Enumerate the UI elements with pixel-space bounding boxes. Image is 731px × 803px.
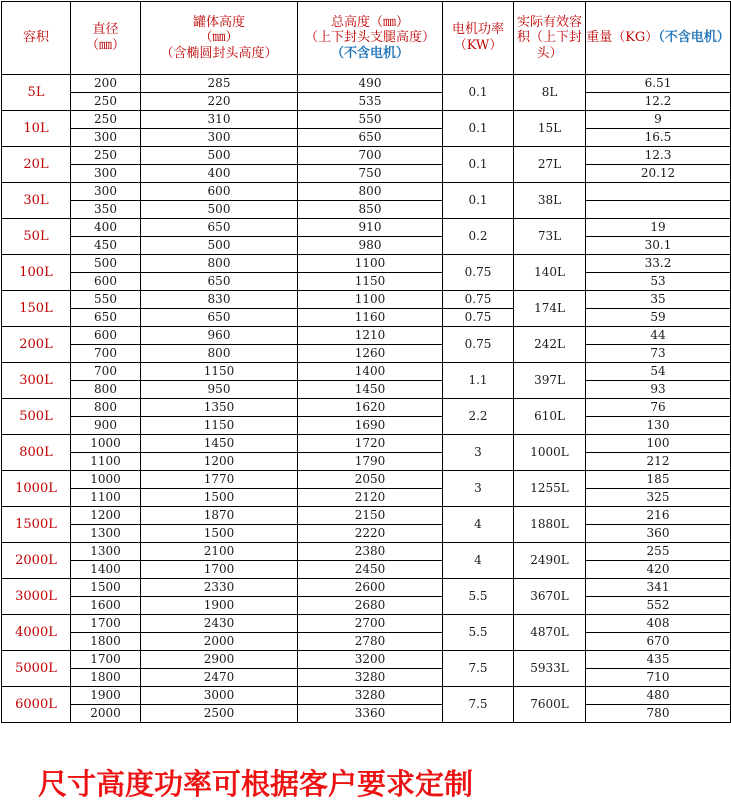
table-row — [2, 471, 731, 489]
table-row — [2, 345, 731, 363]
table-row — [2, 273, 731, 291]
effective-volume-cell: 7600L — [514, 687, 586, 723]
weight-cell: 710 — [586, 669, 731, 687]
tank-height-cell: 2430 — [141, 615, 298, 633]
table-row — [2, 561, 731, 579]
table-row — [2, 705, 731, 723]
tank-height-cell: 650 — [141, 309, 298, 327]
diameter-cell: 700 — [71, 345, 141, 363]
capacity-cell: 100L — [2, 255, 71, 291]
header-tank-height-unit: （㎜） — [199, 30, 239, 46]
diameter-cell: 1000 — [71, 471, 141, 489]
diameter-cell: 1800 — [71, 669, 141, 687]
table-row — [2, 525, 731, 543]
effective-volume-cell: 3670L — [514, 579, 586, 615]
tank-height-cell: 1500 — [141, 489, 298, 507]
table-row — [2, 399, 731, 417]
header-motor-power-label: 电机功率 — [451, 22, 504, 38]
tank-height-cell: 600 — [141, 183, 298, 201]
weight-cell: 33.2 — [586, 255, 731, 273]
tank-height-cell: 1450 — [141, 435, 298, 453]
table-row — [2, 291, 731, 309]
header-row — [2, 2, 731, 75]
weight-cell: 408 — [586, 615, 731, 633]
weight-cell: 76 — [586, 399, 731, 417]
spec-body — [2, 75, 731, 723]
diameter-cell: 1900 — [71, 687, 141, 705]
total-height-cell: 490 — [298, 75, 443, 93]
total-height-cell: 2700 — [298, 615, 443, 633]
diameter-cell: 1800 — [71, 633, 141, 651]
tank-height-cell: 800 — [141, 345, 298, 363]
total-height-cell: 980 — [298, 237, 443, 255]
weight-cell: 73 — [586, 345, 731, 363]
weight-cell: 35 — [586, 291, 731, 309]
motor-power-cell: 0.1 — [443, 111, 514, 147]
table-row — [2, 327, 731, 345]
header-diameter-unit: （㎜） — [85, 38, 125, 53]
table-row — [2, 219, 731, 237]
weight-cell: 341 — [586, 579, 731, 597]
tank-height-cell: 500 — [141, 201, 298, 219]
weight-cell: 12.3 — [586, 147, 731, 165]
motor-power-cell: 5.5 — [443, 615, 514, 651]
diameter-cell: 1600 — [71, 597, 141, 615]
total-height-cell: 1210 — [298, 327, 443, 345]
total-height-cell: 2050 — [298, 471, 443, 489]
header-diameter — [71, 2, 141, 75]
table-row — [2, 111, 731, 129]
diameter-cell: 550 — [71, 291, 141, 309]
capacity-cell: 300L — [2, 363, 71, 399]
capacity-cell: 10L — [2, 111, 71, 147]
effective-volume-cell: 1000L — [514, 435, 586, 471]
table-row — [2, 417, 731, 435]
total-height-cell: 2220 — [298, 525, 443, 543]
header-total-height-excl: （不含电机） — [330, 45, 409, 61]
table-row — [2, 543, 731, 561]
diameter-cell: 400 — [71, 219, 141, 237]
diameter-cell: 500 — [71, 255, 141, 273]
header-total-height — [298, 2, 443, 75]
spec-table — [1, 1, 731, 723]
diameter-cell: 1300 — [71, 543, 141, 561]
table-row — [2, 147, 731, 165]
effective-volume-cell: 140L — [514, 255, 586, 291]
effective-volume-cell: 610L — [514, 399, 586, 435]
total-height-cell: 800 — [298, 183, 443, 201]
total-height-cell: 1100 — [298, 255, 443, 273]
capacity-cell: 150L — [2, 291, 71, 327]
weight-cell: 16.5 — [586, 129, 731, 147]
weight-cell: 216 — [586, 507, 731, 525]
header-diameter-label: 直径 — [92, 22, 119, 38]
total-height-cell: 700 — [298, 147, 443, 165]
tank-height-cell: 1900 — [141, 597, 298, 615]
motor-power-cell: 0.1 — [443, 75, 514, 111]
diameter-cell: 1100 — [71, 453, 141, 471]
motor-power-cell: 4 — [443, 507, 514, 543]
weight-cell: 212 — [586, 453, 731, 471]
motor-power-cell: 4 — [443, 543, 514, 579]
tank-height-cell: 800 — [141, 255, 298, 273]
diameter-cell: 250 — [71, 111, 141, 129]
total-height-cell: 910 — [298, 219, 443, 237]
table-row — [2, 489, 731, 507]
effective-volume-cell: 174L — [514, 291, 586, 327]
diameter-cell: 1700 — [71, 651, 141, 669]
diameter-cell: 600 — [71, 273, 141, 291]
diameter-cell: 350 — [71, 201, 141, 219]
diameter-cell: 300 — [71, 165, 141, 183]
tank-height-cell: 2330 — [141, 579, 298, 597]
diameter-cell: 900 — [71, 417, 141, 435]
capacity-cell: 5000L — [2, 651, 71, 687]
diameter-cell: 800 — [71, 399, 141, 417]
tank-height-cell: 1500 — [141, 525, 298, 543]
table-row — [2, 183, 731, 201]
header-total-height-label: 总高度（㎜） — [330, 14, 409, 30]
diameter-cell: 650 — [71, 309, 141, 327]
weight-cell: 9 — [586, 111, 731, 129]
footer-note: 尺寸高度功率可根据客户要求定制 — [38, 767, 474, 801]
header-tank-height-label: 罐体高度 — [192, 14, 245, 30]
weight-cell: 552 — [586, 597, 731, 615]
tank-height-cell: 650 — [141, 273, 298, 291]
table-row — [2, 381, 731, 399]
total-height-cell: 1620 — [298, 399, 443, 417]
total-height-cell: 3360 — [298, 705, 443, 723]
effective-volume-cell: 1255L — [514, 471, 586, 507]
capacity-cell: 1500L — [2, 507, 71, 543]
weight-cell: 255 — [586, 543, 731, 561]
total-height-cell: 1450 — [298, 381, 443, 399]
tank-height-cell: 2900 — [141, 651, 298, 669]
total-height-cell: 2380 — [298, 543, 443, 561]
weight-cell: 54 — [586, 363, 731, 381]
table-row — [2, 615, 731, 633]
motor-power-cell: 0.1 — [443, 183, 514, 219]
diameter-cell: 1300 — [71, 525, 141, 543]
diameter-cell: 1000 — [71, 435, 141, 453]
diameter-cell: 1500 — [71, 579, 141, 597]
table-row — [2, 255, 731, 273]
total-height-cell: 535 — [298, 93, 443, 111]
header-motor-power — [443, 2, 514, 75]
effective-volume-cell: 5933L — [514, 651, 586, 687]
total-height-cell: 1260 — [298, 345, 443, 363]
weight-cell: 480 — [586, 687, 731, 705]
total-height-cell: 2120 — [298, 489, 443, 507]
motor-power-cell: 7.5 — [443, 687, 514, 723]
motor-power-cell: 3 — [443, 471, 514, 507]
weight-cell: 670 — [586, 633, 731, 651]
tank-height-cell: 2470 — [141, 669, 298, 687]
effective-volume-cell: 38L — [514, 183, 586, 219]
weight-cell: 53 — [586, 273, 731, 291]
effective-volume-cell: 242L — [514, 327, 586, 363]
tank-height-cell: 2500 — [141, 705, 298, 723]
motor-power-cell: 5.5 — [443, 579, 514, 615]
tank-height-cell: 1350 — [141, 399, 298, 417]
tank-height-cell: 2000 — [141, 633, 298, 651]
motor-power-cell: 0.75 — [443, 291, 514, 309]
weight-cell: 44 — [586, 327, 731, 345]
total-height-cell: 1150 — [298, 273, 443, 291]
weight-cell: 100 — [586, 435, 731, 453]
table-row — [2, 309, 731, 327]
tank-height-cell: 650 — [141, 219, 298, 237]
header-weight — [586, 2, 731, 75]
tank-height-cell: 1870 — [141, 507, 298, 525]
effective-volume-cell: 73L — [514, 219, 586, 255]
diameter-cell: 600 — [71, 327, 141, 345]
diameter-cell: 2000 — [71, 705, 141, 723]
table-row — [2, 669, 731, 687]
tank-height-cell: 310 — [141, 111, 298, 129]
table-row — [2, 165, 731, 183]
weight-cell: 435 — [586, 651, 731, 669]
weight-cell: 20.12 — [586, 165, 731, 183]
header-tank-height — [141, 2, 298, 75]
table-row — [2, 597, 731, 615]
tank-height-cell: 2100 — [141, 543, 298, 561]
motor-power-cell: 0.2 — [443, 219, 514, 255]
motor-power-cell: 3 — [443, 435, 514, 471]
capacity-cell: 4000L — [2, 615, 71, 651]
table-row — [2, 687, 731, 705]
tank-height-cell: 500 — [141, 147, 298, 165]
header-tank-height-note: （含椭圆封头高度） — [160, 45, 278, 61]
tank-height-cell: 3000 — [141, 687, 298, 705]
table-row — [2, 651, 731, 669]
diameter-cell: 1200 — [71, 507, 141, 525]
capacity-cell: 3000L — [2, 579, 71, 615]
motor-power-cell: 0.75 — [443, 309, 514, 327]
capacity-cell: 30L — [2, 183, 71, 219]
weight-cell: 30.1 — [586, 237, 731, 255]
total-height-cell: 2450 — [298, 561, 443, 579]
capacity-cell: 800L — [2, 435, 71, 471]
diameter-cell: 300 — [71, 183, 141, 201]
header-capacity: 容积 — [2, 2, 71, 75]
effective-volume-cell: 15L — [514, 111, 586, 147]
total-height-cell: 550 — [298, 111, 443, 129]
weight-cell: 325 — [586, 489, 731, 507]
tank-height-cell: 830 — [141, 291, 298, 309]
table-row — [2, 579, 731, 597]
tank-height-cell: 300 — [141, 129, 298, 147]
motor-power-cell: 0.75 — [443, 255, 514, 291]
header-motor-power-unit: （KW） — [453, 38, 503, 53]
tank-height-cell: 1150 — [141, 417, 298, 435]
diameter-cell: 300 — [71, 129, 141, 147]
effective-volume-cell: 1880L — [514, 507, 586, 543]
weight-cell: 19 — [586, 219, 731, 237]
effective-volume-cell: 27L — [514, 147, 586, 183]
total-height-cell: 2150 — [298, 507, 443, 525]
weight-cell: 12.2 — [586, 93, 731, 111]
weight-cell: 185 — [586, 471, 731, 489]
tank-height-cell: 960 — [141, 327, 298, 345]
weight-cell: 59 — [586, 309, 731, 327]
tank-height-cell: 1200 — [141, 453, 298, 471]
header-effective-volume-label: 实际有效容积（上下封头） — [517, 14, 583, 61]
diameter-cell: 200 — [71, 75, 141, 93]
weight-cell: 6.51 — [586, 75, 731, 93]
total-height-cell: 1690 — [298, 417, 443, 435]
capacity-cell: 6000L — [2, 687, 71, 723]
effective-volume-cell: 8L — [514, 75, 586, 111]
total-height-cell: 2680 — [298, 597, 443, 615]
capacity-cell: 2000L — [2, 543, 71, 579]
motor-power-cell: 7.5 — [443, 651, 514, 687]
total-height-cell: 1790 — [298, 453, 443, 471]
table-row — [2, 453, 731, 471]
total-height-cell: 3200 — [298, 651, 443, 669]
diameter-cell: 250 — [71, 147, 141, 165]
capacity-cell: 1000L — [2, 471, 71, 507]
total-height-cell: 750 — [298, 165, 443, 183]
weight-cell — [586, 183, 731, 201]
motor-power-cell: 0.1 — [443, 147, 514, 183]
table-row — [2, 633, 731, 651]
capacity-cell: 200L — [2, 327, 71, 363]
weight-cell: 130 — [586, 417, 731, 435]
header-total-height-note: （上下封头支腿高度） — [304, 30, 435, 46]
capacity-cell: 500L — [2, 399, 71, 435]
table-row — [2, 435, 731, 453]
weight-cell: 93 — [586, 381, 731, 399]
table-row — [2, 201, 731, 219]
total-height-cell: 850 — [298, 201, 443, 219]
effective-volume-cell: 2490L — [514, 543, 586, 579]
weight-cell: 360 — [586, 525, 731, 543]
tank-height-cell: 950 — [141, 381, 298, 399]
tank-height-cell: 1700 — [141, 561, 298, 579]
diameter-cell: 700 — [71, 363, 141, 381]
capacity-cell: 20L — [2, 147, 71, 183]
motor-power-cell: 2.2 — [443, 399, 514, 435]
diameter-cell: 1100 — [71, 489, 141, 507]
diameter-cell: 1400 — [71, 561, 141, 579]
diameter-cell: 250 — [71, 93, 141, 111]
total-height-cell: 650 — [298, 129, 443, 147]
diameter-cell: 450 — [71, 237, 141, 255]
effective-volume-cell: 397L — [514, 363, 586, 399]
motor-power-cell: 1.1 — [443, 363, 514, 399]
table-row — [2, 93, 731, 111]
tank-height-cell: 1770 — [141, 471, 298, 489]
effective-volume-cell: 4870L — [514, 615, 586, 651]
table-row — [2, 75, 731, 93]
total-height-cell: 3280 — [298, 669, 443, 687]
table-row — [2, 237, 731, 255]
table-row — [2, 363, 731, 381]
weight-cell: 780 — [586, 705, 731, 723]
total-height-cell: 1160 — [298, 309, 443, 327]
tank-height-cell: 1150 — [141, 363, 298, 381]
total-height-cell: 2780 — [298, 633, 443, 651]
total-height-cell: 1400 — [298, 363, 443, 381]
header-effective-volume — [514, 2, 586, 75]
capacity-cell: 50L — [2, 219, 71, 255]
header-weight-label: 重量（KG） — [586, 30, 659, 46]
tank-height-cell: 285 — [141, 75, 298, 93]
total-height-cell: 1100 — [298, 291, 443, 309]
diameter-cell: 800 — [71, 381, 141, 399]
diameter-cell: 1700 — [71, 615, 141, 633]
tank-height-cell: 500 — [141, 237, 298, 255]
total-height-cell: 2600 — [298, 579, 443, 597]
capacity-cell: 5L — [2, 75, 71, 111]
motor-power-cell: 0.75 — [443, 327, 514, 363]
weight-cell — [586, 201, 731, 219]
header-weight-excl: （不含电机） — [658, 30, 730, 46]
table-row — [2, 507, 731, 525]
tank-height-cell: 400 — [141, 165, 298, 183]
tank-height-cell: 220 — [141, 93, 298, 111]
total-height-cell: 1720 — [298, 435, 443, 453]
weight-cell: 420 — [586, 561, 731, 579]
total-height-cell: 3280 — [298, 687, 443, 705]
table-row — [2, 129, 731, 147]
